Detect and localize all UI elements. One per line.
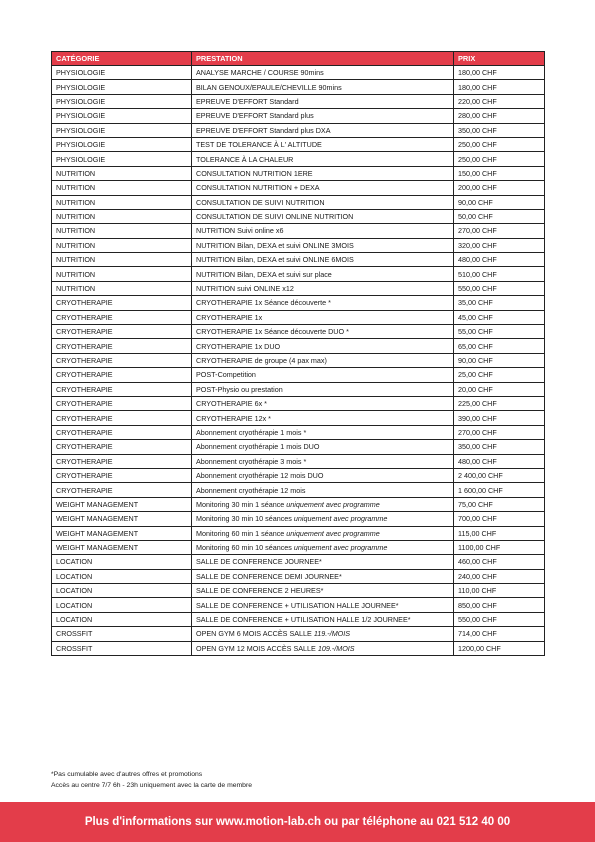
cell-price: 115,00 CHF bbox=[454, 526, 545, 540]
table-row bbox=[52, 540, 545, 554]
cell-service bbox=[192, 396, 454, 410]
cell-category: PHYSIOLOGIE bbox=[52, 109, 192, 123]
service-label: CRYOTHERAPIE 6x * bbox=[196, 399, 267, 409]
cell-price: 510,00 CHF bbox=[454, 267, 545, 281]
cell-category: NUTRITION bbox=[52, 253, 192, 267]
header-category: CATÉGORIE bbox=[52, 52, 192, 66]
cell-price: 45,00 CHF bbox=[454, 310, 545, 324]
service-label: Abonnement cryothérapie 12 mois bbox=[196, 485, 306, 495]
cell-category: NUTRITION bbox=[52, 209, 192, 223]
service-note: uniquement avec programme bbox=[286, 528, 380, 538]
cell-service bbox=[192, 195, 454, 209]
table-row bbox=[52, 368, 545, 382]
service-label: CRYOTHERAPIE 1x DUO bbox=[196, 341, 281, 351]
cell-price: 480,00 CHF bbox=[454, 253, 545, 267]
cell-category: CRYOTHERAPIE bbox=[52, 325, 192, 339]
table-row bbox=[52, 296, 545, 310]
table-row bbox=[52, 569, 545, 583]
cell-category: CRYOTHERAPIE bbox=[52, 310, 192, 324]
table-row bbox=[52, 325, 545, 339]
table-row bbox=[52, 310, 545, 324]
cell-service bbox=[192, 353, 454, 367]
service-label: NUTRITION Bilan, DEXA et suivi sur place bbox=[196, 269, 332, 279]
cell-price: 2 400,00 CHF bbox=[454, 468, 545, 482]
cell-service bbox=[192, 339, 454, 353]
cell-price: 250,00 CHF bbox=[454, 152, 545, 166]
service-label: Abonnement cryothérapie 1 mois * bbox=[196, 427, 307, 437]
service-label: SALLE DE CONFERENCE 2 HEURES* bbox=[196, 586, 324, 596]
service-label: CRYOTHERAPIE 12x * bbox=[196, 413, 271, 423]
cell-category: NUTRITION bbox=[52, 181, 192, 195]
cell-price: 200,00 CHF bbox=[454, 181, 545, 195]
service-label: SALLE DE CONFERENCE + UTILISATION HALLE 1/2 JOURNEE* bbox=[196, 615, 411, 625]
cell-service bbox=[192, 80, 454, 94]
cell-service bbox=[192, 281, 454, 295]
service-label: NUTRITION Suivi online x6 bbox=[196, 226, 284, 236]
cell-service bbox=[192, 468, 454, 482]
table-row bbox=[52, 627, 545, 641]
table-row bbox=[52, 454, 545, 468]
table-row bbox=[52, 382, 545, 396]
cell-service bbox=[192, 483, 454, 497]
table-row bbox=[52, 253, 545, 267]
cell-service bbox=[192, 152, 454, 166]
table-row bbox=[52, 137, 545, 151]
service-label: EPREUVE D'EFFORT Standard bbox=[196, 96, 299, 106]
cell-service bbox=[192, 66, 454, 80]
cell-service bbox=[192, 325, 454, 339]
cell-price: 180,00 CHF bbox=[454, 66, 545, 80]
cell-service bbox=[192, 109, 454, 123]
table-row bbox=[52, 267, 545, 281]
service-label: CRYOTHERAPIE 1x Séance découverte DUO * bbox=[196, 327, 349, 337]
table-header-row bbox=[52, 52, 545, 66]
cell-price: 220,00 CHF bbox=[454, 94, 545, 108]
cell-category: PHYSIOLOGIE bbox=[52, 123, 192, 137]
service-label: Monitoring 60 min 10 séances bbox=[196, 543, 294, 553]
cell-service bbox=[192, 612, 454, 626]
service-label: CRYOTHERAPIE 1x Séance découverte * bbox=[196, 298, 331, 308]
cell-service bbox=[192, 555, 454, 569]
cell-category: LOCATION bbox=[52, 569, 192, 583]
cell-price: 150,00 CHF bbox=[454, 166, 545, 180]
service-note: uniquement avec programme bbox=[286, 499, 380, 509]
cell-price: 320,00 CHF bbox=[454, 238, 545, 252]
table-row bbox=[52, 80, 545, 94]
cell-service bbox=[192, 627, 454, 641]
footnote-promo: *Pas cumulable avec d'autres offres et promotions bbox=[51, 771, 203, 778]
table-row bbox=[52, 584, 545, 598]
cell-price: 850,00 CHF bbox=[454, 598, 545, 612]
cell-price: 75,00 CHF bbox=[454, 497, 545, 511]
service-label: NUTRITION Bilan, DEXA et suivi ONLINE 3MOIS bbox=[196, 240, 354, 250]
cell-category: LOCATION bbox=[52, 612, 192, 626]
cell-service bbox=[192, 296, 454, 310]
cell-service bbox=[192, 641, 454, 655]
cell-price: 240,00 CHF bbox=[454, 569, 545, 583]
service-label: SALLE DE CONFERENCE JOURNEE* bbox=[196, 557, 322, 567]
service-label: CONSULTATION NUTRITION 1ERE bbox=[196, 168, 313, 178]
cell-category: PHYSIOLOGIE bbox=[52, 80, 192, 94]
cell-price: 280,00 CHF bbox=[454, 109, 545, 123]
cell-price: 250,00 CHF bbox=[454, 137, 545, 151]
cell-price: 35,00 CHF bbox=[454, 296, 545, 310]
header-price: PRIX bbox=[454, 52, 545, 66]
service-label: OPEN GYM 12 MOIS ACCÈS SALLE bbox=[196, 643, 318, 653]
table-row bbox=[52, 66, 545, 80]
table-row bbox=[52, 641, 545, 655]
cell-service bbox=[192, 512, 454, 526]
cell-service bbox=[192, 224, 454, 238]
service-label: NUTRITION Bilan, DEXA et suivi ONLINE 6MOIS bbox=[196, 255, 354, 265]
cell-category: LOCATION bbox=[52, 598, 192, 612]
table-row bbox=[52, 526, 545, 540]
cell-service bbox=[192, 310, 454, 324]
cell-service bbox=[192, 540, 454, 554]
cell-category: CRYOTHERAPIE bbox=[52, 368, 192, 382]
cell-service bbox=[192, 454, 454, 468]
cell-category: NUTRITION bbox=[52, 238, 192, 252]
price-table bbox=[51, 51, 545, 656]
cell-category: CROSSFIT bbox=[52, 641, 192, 655]
service-label: CONSULTATION DE SUIVI NUTRITION bbox=[196, 197, 325, 207]
cell-service bbox=[192, 411, 454, 425]
service-note: 109.-/MOIS bbox=[317, 643, 355, 653]
cell-category: CRYOTHERAPIE bbox=[52, 296, 192, 310]
cell-category: CRYOTHERAPIE bbox=[52, 396, 192, 410]
cell-price: 270,00 CHF bbox=[454, 224, 545, 238]
cell-service bbox=[192, 569, 454, 583]
table-row bbox=[52, 353, 545, 367]
service-label: BILAN GENOUX/EPAULE/CHEVILLE 90mins bbox=[196, 82, 342, 92]
service-label: POST-Competition bbox=[196, 370, 256, 380]
cell-category: LOCATION bbox=[52, 555, 192, 569]
cell-category: NUTRITION bbox=[52, 195, 192, 209]
cell-service bbox=[192, 166, 454, 180]
table-row bbox=[52, 497, 545, 511]
table-row bbox=[52, 109, 545, 123]
cell-price: 270,00 CHF bbox=[454, 425, 545, 439]
cell-category: NUTRITION bbox=[52, 166, 192, 180]
cell-price: 25,00 CHF bbox=[454, 368, 545, 382]
cell-category: CRYOTHERAPIE bbox=[52, 440, 192, 454]
service-label: Abonnement cryothérapie 1 mois DUO bbox=[196, 442, 320, 452]
cell-price: 1 600,00 CHF bbox=[454, 483, 545, 497]
service-label: CRYOTHERAPIE 1x bbox=[196, 312, 263, 322]
cell-service bbox=[192, 137, 454, 151]
cell-price: 700,00 CHF bbox=[454, 512, 545, 526]
cell-service bbox=[192, 425, 454, 439]
cell-category: CRYOTHERAPIE bbox=[52, 454, 192, 468]
service-label: SALLE DE CONFERENCE DEMI JOURNEE* bbox=[196, 571, 342, 581]
cell-service bbox=[192, 253, 454, 267]
cell-category: PHYSIOLOGIE bbox=[52, 152, 192, 166]
table-row bbox=[52, 598, 545, 612]
service-label: EPREUVE D'EFFORT Standard plus DXA bbox=[196, 125, 331, 135]
service-label: Abonnement cryothérapie 12 mois DUO bbox=[196, 471, 324, 481]
cell-service bbox=[192, 368, 454, 382]
cell-category: NUTRITION bbox=[52, 267, 192, 281]
table-row bbox=[52, 440, 545, 454]
service-label: NUTRITION suivi ONLINE x12 bbox=[196, 284, 294, 294]
table-row bbox=[52, 209, 545, 223]
service-label: EPREUVE D'EFFORT Standard plus bbox=[196, 111, 314, 121]
cell-category: CROSSFIT bbox=[52, 627, 192, 641]
table-row bbox=[52, 483, 545, 497]
table-row bbox=[52, 339, 545, 353]
cell-price: 350,00 CHF bbox=[454, 123, 545, 137]
footnotes bbox=[51, 769, 252, 791]
cell-service bbox=[192, 497, 454, 511]
footnote-access: Accès au centre 7/7 6h - 23h uniquement avec la carte de membre bbox=[51, 782, 252, 789]
cell-category: NUTRITION bbox=[52, 224, 192, 238]
cell-price: 480,00 CHF bbox=[454, 454, 545, 468]
table-row bbox=[52, 512, 545, 526]
cell-price: 50,00 CHF bbox=[454, 209, 545, 223]
cell-service bbox=[192, 440, 454, 454]
cell-price: 350,00 CHF bbox=[454, 440, 545, 454]
cell-service bbox=[192, 598, 454, 612]
table-row bbox=[52, 396, 545, 410]
cell-service bbox=[192, 238, 454, 252]
cell-price: 460,00 CHF bbox=[454, 555, 545, 569]
table-row bbox=[52, 94, 545, 108]
service-label: Monitoring 60 min 1 séance bbox=[196, 528, 287, 538]
service-label: Monitoring 30 min 10 séances bbox=[196, 514, 294, 524]
cell-price: 65,00 CHF bbox=[454, 339, 545, 353]
cell-service bbox=[192, 267, 454, 281]
cell-service bbox=[192, 382, 454, 396]
cell-price: 714,00 CHF bbox=[454, 627, 545, 641]
cell-category: PHYSIOLOGIE bbox=[52, 137, 192, 151]
table-row bbox=[52, 411, 545, 425]
cell-category: WEIGHT MANAGEMENT bbox=[52, 497, 192, 511]
cell-category: PHYSIOLOGIE bbox=[52, 66, 192, 80]
cell-category: CRYOTHERAPIE bbox=[52, 411, 192, 425]
cell-service bbox=[192, 94, 454, 108]
service-note: 119.-/MOIS bbox=[313, 629, 351, 639]
service-label: OPEN GYM 6 MOIS ACCÈS SALLE bbox=[196, 629, 314, 639]
cell-category: WEIGHT MANAGEMENT bbox=[52, 540, 192, 554]
cell-service bbox=[192, 181, 454, 195]
cell-service bbox=[192, 123, 454, 137]
table-row bbox=[52, 281, 545, 295]
cell-category: CRYOTHERAPIE bbox=[52, 382, 192, 396]
service-note: uniquement avec programme bbox=[293, 543, 388, 553]
service-label: CONSULTATION NUTRITION + DEXA bbox=[196, 183, 320, 193]
cell-category: CRYOTHERAPIE bbox=[52, 468, 192, 482]
table-row bbox=[52, 152, 545, 166]
cell-service bbox=[192, 526, 454, 540]
cell-category: CRYOTHERAPIE bbox=[52, 425, 192, 439]
table-row bbox=[52, 238, 545, 252]
cell-price: 20,00 CHF bbox=[454, 382, 545, 396]
table-row bbox=[52, 425, 545, 439]
cell-price: 180,00 CHF bbox=[454, 80, 545, 94]
service-label: Abonnement cryothérapie 3 mois * bbox=[196, 456, 307, 466]
table-row bbox=[52, 166, 545, 180]
cell-category: NUTRITION bbox=[52, 281, 192, 295]
cell-price: 225,00 CHF bbox=[454, 396, 545, 410]
service-label: SALLE DE CONFERENCE + UTILISATION HALLE JOURNEE* bbox=[196, 600, 399, 610]
cell-price: 90,00 CHF bbox=[454, 353, 545, 367]
table-row bbox=[52, 612, 545, 626]
cell-price: 390,00 CHF bbox=[454, 411, 545, 425]
cell-price: 110,00 CHF bbox=[454, 584, 545, 598]
table-row bbox=[52, 224, 545, 238]
service-label: Monitoring 30 min 1 séance bbox=[196, 499, 287, 509]
cell-price: 550,00 CHF bbox=[454, 281, 545, 295]
cell-category: LOCATION bbox=[52, 584, 192, 598]
footer-contact-text: Plus d'informations sur www.motion-lab.ch ou par téléphone au 021 512 40 00 bbox=[84, 816, 511, 828]
cell-price: 55,00 CHF bbox=[454, 325, 545, 339]
service-label: ANALYSE MARCHE / COURSE 90mins bbox=[196, 68, 324, 78]
table-row bbox=[52, 555, 545, 569]
table-row bbox=[52, 181, 545, 195]
cell-price: 1100,00 CHF bbox=[454, 540, 545, 554]
cell-category: CRYOTHERAPIE bbox=[52, 339, 192, 353]
service-label: TEST DE TOLERANCE À L' ALTITUDE bbox=[196, 140, 322, 150]
cell-price: 90,00 CHF bbox=[454, 195, 545, 209]
service-label: CONSULTATION DE SUIVI ONLINE NUTRITION bbox=[196, 212, 354, 222]
footer-contact-bar bbox=[0, 802, 595, 842]
cell-price: 550,00 CHF bbox=[454, 612, 545, 626]
cell-category: PHYSIOLOGIE bbox=[52, 94, 192, 108]
cell-category: CRYOTHERAPIE bbox=[52, 353, 192, 367]
header-service: PRESTATION bbox=[192, 52, 454, 66]
cell-service bbox=[192, 209, 454, 223]
table-row bbox=[52, 468, 545, 482]
service-label: TOLERANCE À LA CHALEUR bbox=[196, 154, 294, 164]
cell-service bbox=[192, 584, 454, 598]
cell-price: 1200,00 CHF bbox=[454, 641, 545, 655]
cell-category: CRYOTHERAPIE bbox=[52, 483, 192, 497]
service-label: CRYOTHERAPIE de groupe (4 pax max) bbox=[196, 356, 327, 365]
table-row bbox=[52, 123, 545, 137]
table-row bbox=[52, 195, 545, 209]
service-label: POST-Physio ou prestation bbox=[196, 384, 283, 394]
cell-category: WEIGHT MANAGEMENT bbox=[52, 526, 192, 540]
cell-category: WEIGHT MANAGEMENT bbox=[52, 512, 192, 526]
service-note: uniquement avec programme bbox=[293, 514, 388, 524]
